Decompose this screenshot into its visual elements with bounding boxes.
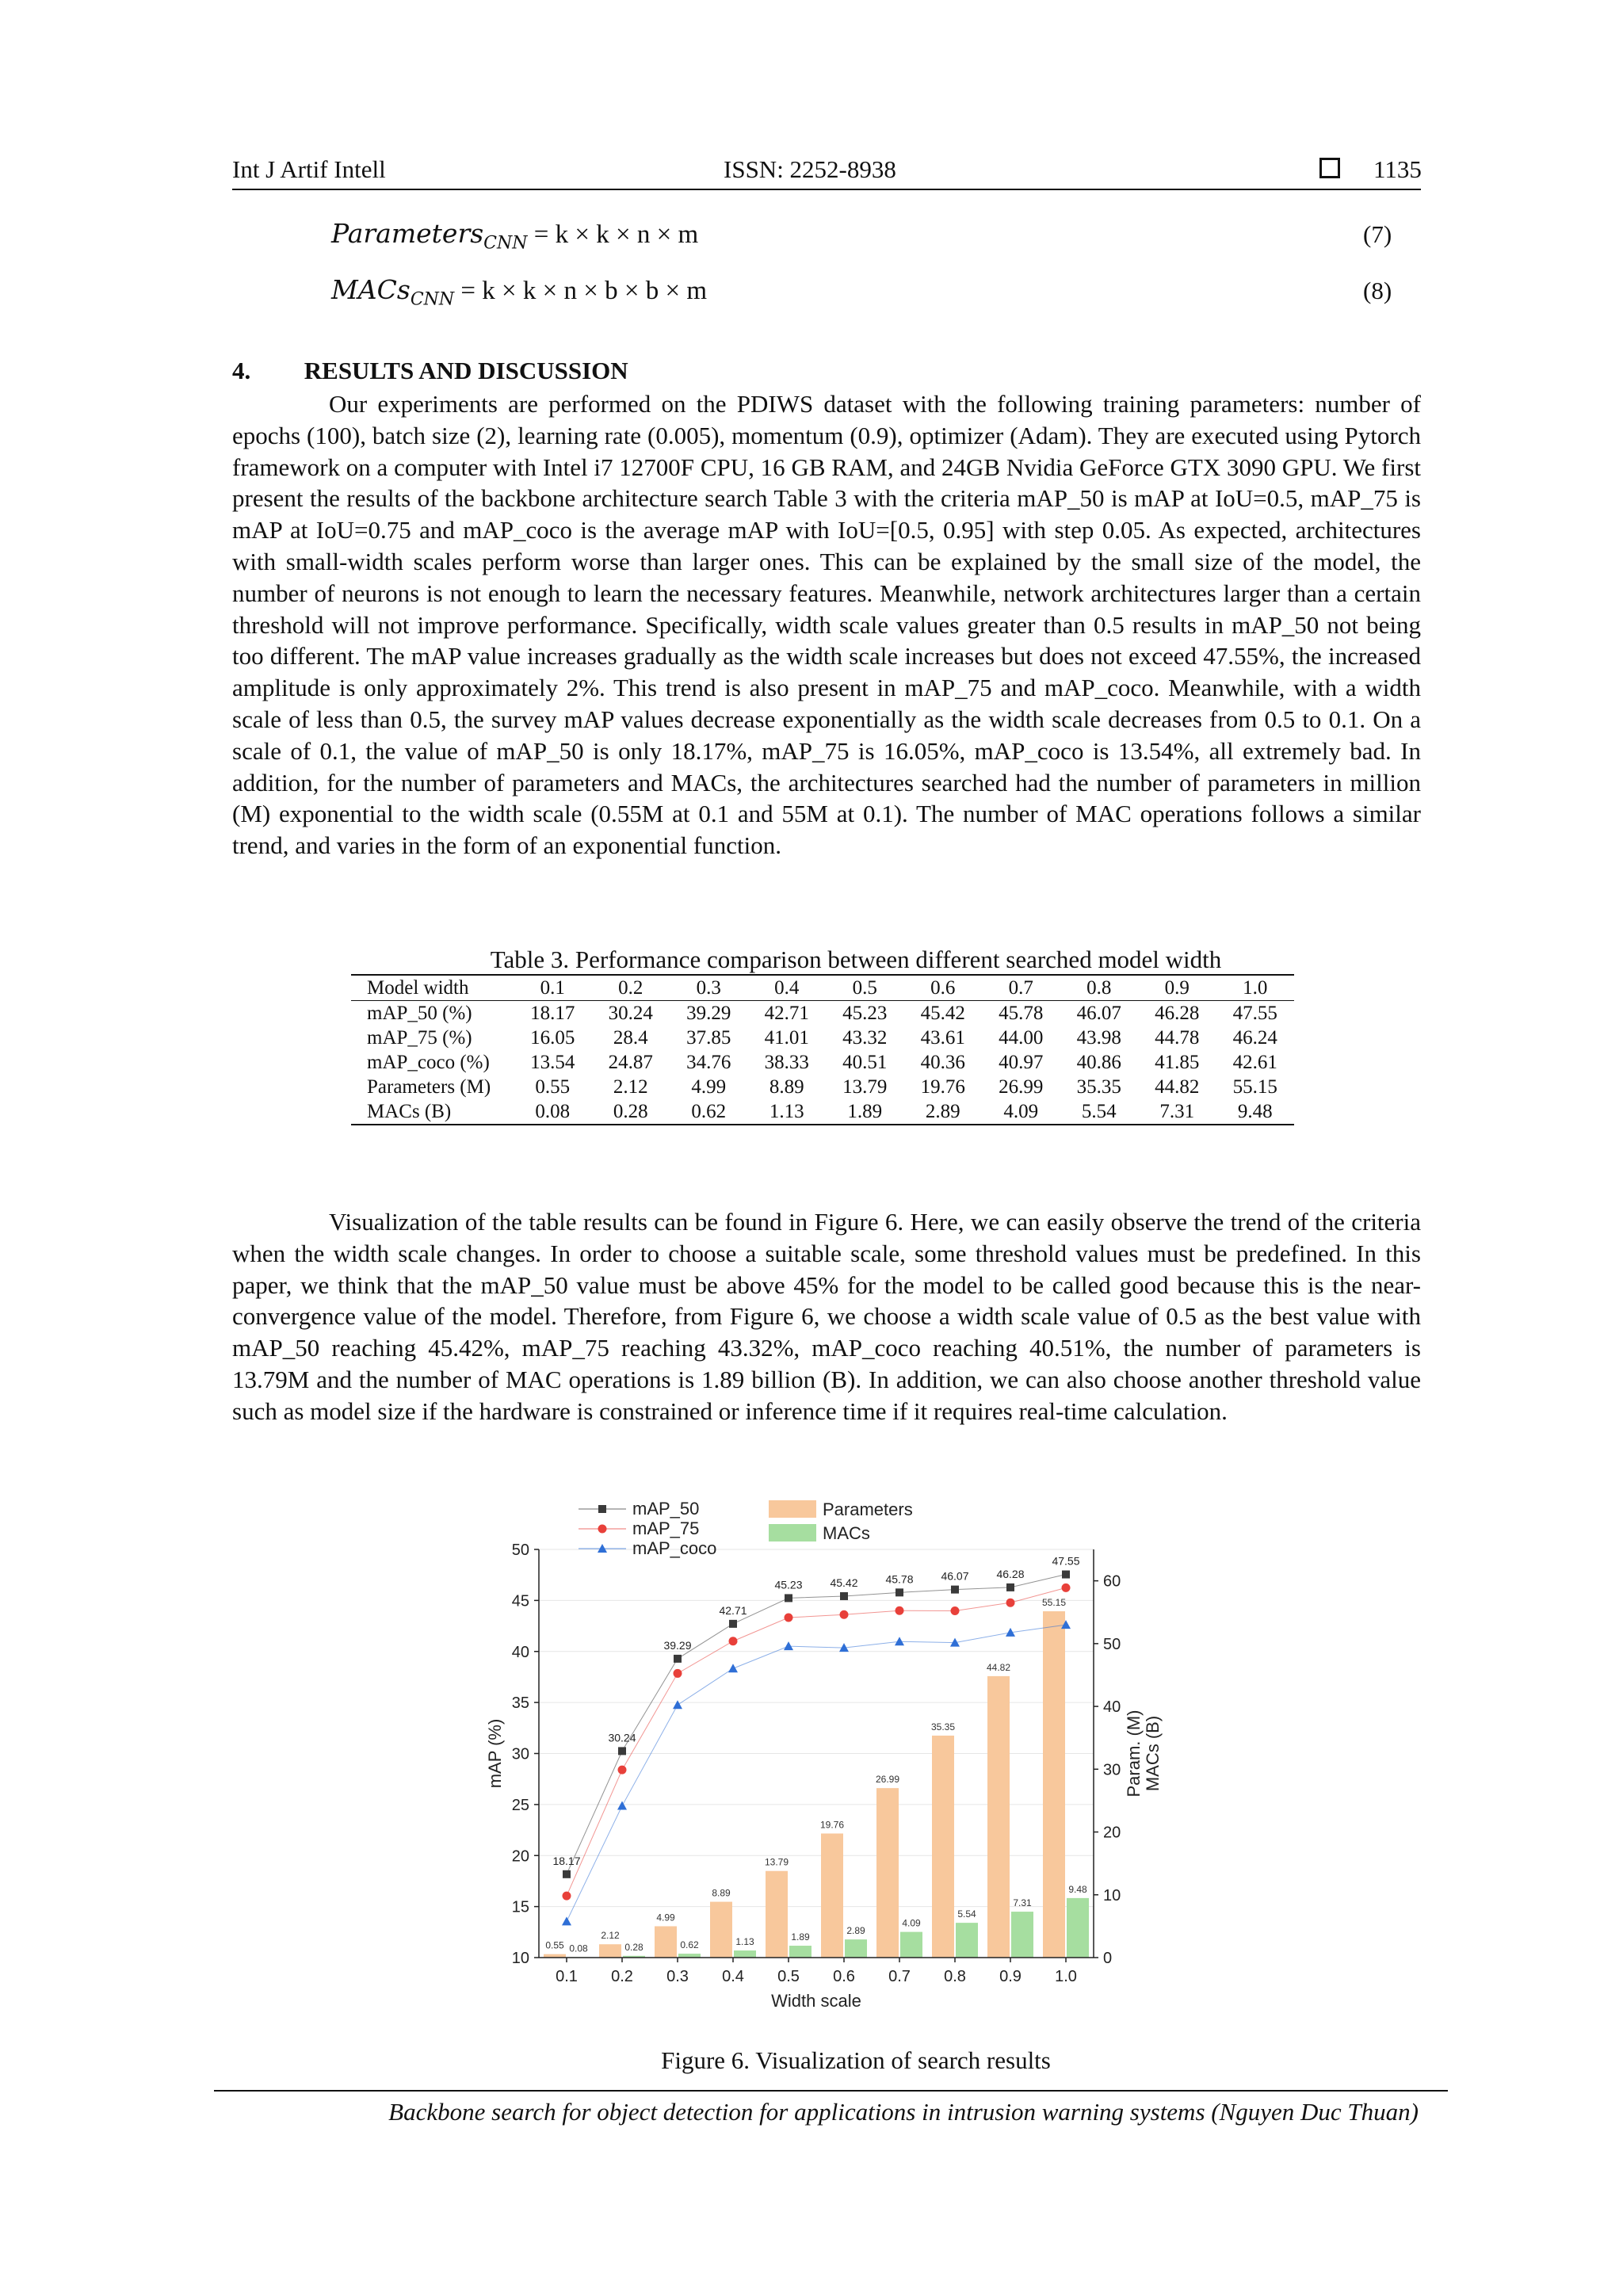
table-cell: 40.97 xyxy=(999,1051,1044,1073)
table-row-label: mAP_75 (%) xyxy=(367,1026,472,1049)
issn: ISSN: 2252-8938 xyxy=(724,155,896,183)
table-row xyxy=(351,1026,1294,1050)
table-header-cell: 0.6 xyxy=(904,975,983,1001)
left-axis-title: mAP (%) xyxy=(485,1718,505,1789)
legend-label: mAP_50 xyxy=(632,1499,700,1519)
macs-bar xyxy=(956,1923,978,1958)
table-cell: 26.99 xyxy=(999,1075,1044,1098)
marker-map_75 xyxy=(951,1606,960,1615)
marker-map_75 xyxy=(840,1610,849,1619)
marker-map_50 xyxy=(1062,1571,1070,1579)
marker-map_coco xyxy=(562,1916,571,1925)
table-cell: 38.33 xyxy=(764,1051,809,1073)
marker-map_75 xyxy=(785,1614,793,1622)
marker-map_50 xyxy=(951,1586,959,1594)
marker-map_75 xyxy=(1062,1584,1071,1592)
table-cell: 45.42 xyxy=(920,1002,965,1024)
macs-bar-label: 7.31 xyxy=(1013,1897,1032,1909)
table-cell: 43.32 xyxy=(842,1026,888,1049)
left-tick-label: 50 xyxy=(511,1541,529,1559)
data-label: 30.24 xyxy=(608,1731,636,1744)
table-cell: 47.55 xyxy=(1232,1002,1277,1024)
table-cell: 0.28 xyxy=(592,1099,670,1125)
table-cell: 2.12 xyxy=(613,1075,648,1098)
table-cell: 16.05 xyxy=(530,1026,575,1049)
right-axis-title-macs: MACs (B) xyxy=(1143,1715,1163,1792)
table-row-label: Parameters (M) xyxy=(367,1075,491,1098)
parameters-bar xyxy=(710,1902,732,1958)
running-footer: Backbone search for object detection for applications in intrusion warning systems (Nguyen Duc Thuan) xyxy=(388,2098,1419,2126)
equation-lhs: Parameters xyxy=(331,218,484,249)
marker-map_coco xyxy=(784,1641,793,1650)
table-cell: 46.28 xyxy=(1155,1002,1200,1024)
table-cell: 19.76 xyxy=(920,1075,965,1098)
parameters-bar-label: 26.99 xyxy=(875,1774,900,1786)
data-label: 47.55 xyxy=(1052,1554,1080,1568)
table-header-cell: 0.2 xyxy=(592,975,670,1001)
macs-bar-label: 9.48 xyxy=(1068,1883,1087,1895)
x-tick-label: 0.3 xyxy=(666,1968,689,1985)
table-cell: 44.78 xyxy=(1155,1026,1200,1049)
data-label: 45.78 xyxy=(885,1572,914,1586)
parameters-bar xyxy=(987,1676,1010,1958)
x-tick-label: 0.2 xyxy=(611,1968,633,1985)
left-tick-label: 35 xyxy=(511,1694,529,1713)
x-tick-label: 0.5 xyxy=(777,1968,800,1985)
table-cell: 55.15 xyxy=(1232,1075,1277,1098)
table-cell: 8.89 xyxy=(769,1075,804,1098)
table-caption: Table 3. Performance comparison between different searched model width xyxy=(490,946,1222,973)
table-header-cell: 0.1 xyxy=(514,975,592,1001)
parameters-bar-label: 2.12 xyxy=(601,1930,620,1942)
running-header xyxy=(232,155,1421,190)
paragraph-visualization: Visualization of the table results can be found in Figure 6. Here, we can easily observe the trend of the criteria when the width scale changes. In order to choose a suitable scale, some threshold values must be predefined. In this paper, we think that the mAP_50 value must be above 45% for the model to be called good because this is the near-convergence value of the model. Therefore, from Figure 6, we choose a width scale value of 0.5 as the best value with mAP_50 reaching 45.42%, mAP_75 reaching 43.32%, mAP_coco reaching 40.51%, the number of parameters is 13.79M and the number of MAC operations is 1.89 billion (B). In addition, we can also choose another threshold value such as model size if the hardware is constrained or inference time if it requires real-time calculation. xyxy=(232,1208,1421,1425)
data-label: 39.29 xyxy=(663,1638,692,1652)
left-tick-label: 30 xyxy=(511,1745,529,1763)
legend-label: MACs xyxy=(823,1523,870,1543)
macs-bar-label: 2.89 xyxy=(846,1925,865,1937)
marker-map_75 xyxy=(896,1606,904,1615)
section-number: 4. xyxy=(232,357,251,384)
macs-bar xyxy=(734,1950,756,1958)
macs-bar-label: 5.54 xyxy=(957,1908,976,1920)
table-cell: 46.07 xyxy=(1076,1002,1121,1024)
x-tick-label: 0.9 xyxy=(999,1968,1022,1985)
figure-6-chart xyxy=(475,1490,1181,2045)
marker-map_50 xyxy=(674,1655,682,1663)
table-cell: 0.55 xyxy=(535,1075,571,1098)
marker-map_50 xyxy=(563,1870,571,1878)
table-cell: 39.29 xyxy=(686,1002,731,1024)
data-label: 18.17 xyxy=(552,1854,581,1867)
table-row xyxy=(351,1099,1294,1125)
table-row-label: mAP_coco (%) xyxy=(367,1051,490,1073)
table-row xyxy=(351,1001,1294,1026)
section-title: RESULTS AND DISCUSSION xyxy=(304,357,628,384)
table-cell: 45.23 xyxy=(842,1002,888,1024)
parameters-bar-label: 44.82 xyxy=(986,1661,1011,1673)
left-tick-label: 40 xyxy=(511,1643,529,1661)
equation-8 xyxy=(331,274,707,310)
table-cell: 42.61 xyxy=(1232,1051,1277,1073)
table-cell: 43.98 xyxy=(1076,1026,1121,1049)
equation-rhs: = k × k × n × m xyxy=(533,220,699,249)
parameters-bar-label: 8.89 xyxy=(712,1887,731,1899)
marker-map_coco xyxy=(728,1664,738,1672)
table-cell: 9.48 xyxy=(1216,1099,1295,1125)
parameters-bar xyxy=(932,1736,954,1958)
x-tick-label: 1.0 xyxy=(1055,1968,1077,1985)
footer-divider xyxy=(214,2090,1448,2092)
table-row xyxy=(351,1050,1294,1075)
marker-map_50 xyxy=(729,1620,737,1628)
parameters-bar-label: 13.79 xyxy=(764,1856,789,1868)
macs-bar-label: 0.28 xyxy=(624,1941,643,1953)
marker-map_coco xyxy=(673,1700,682,1709)
parameters-bar xyxy=(655,1926,677,1958)
journal-name: Int J Artif Intell xyxy=(232,155,386,183)
parameters-bar xyxy=(766,1871,788,1958)
legend-marker xyxy=(598,1505,606,1513)
table-header-cell: 0.8 xyxy=(1060,975,1139,1001)
table-cell: 7.31 xyxy=(1138,1099,1216,1125)
table-cell: 13.54 xyxy=(530,1051,575,1073)
header-divider xyxy=(232,189,1421,190)
table-cell: 30.24 xyxy=(608,1002,653,1024)
table-cell: 13.79 xyxy=(842,1075,888,1098)
parameters-bar-label: 55.15 xyxy=(1041,1597,1067,1609)
table-cell: 40.86 xyxy=(1076,1051,1121,1073)
data-label: 42.71 xyxy=(719,1603,747,1617)
x-tick-label: 0.6 xyxy=(833,1968,855,1985)
macs-bar-label: 1.89 xyxy=(791,1931,810,1943)
parameters-bar-label: 35.35 xyxy=(930,1721,956,1733)
x-tick-label: 0.4 xyxy=(722,1968,744,1985)
equation-number: (7) xyxy=(1363,220,1392,248)
data-label: 45.42 xyxy=(830,1576,858,1589)
right-tick-label: 50 xyxy=(1103,1635,1121,1653)
table-cell: 40.36 xyxy=(920,1051,965,1073)
left-tick-label: 20 xyxy=(511,1847,529,1866)
right-tick-label: 0 xyxy=(1103,1950,1113,1967)
table-cell: 2.89 xyxy=(904,1099,983,1125)
table-cell: 42.71 xyxy=(764,1002,809,1024)
results-table xyxy=(351,974,1294,1125)
data-label: 46.28 xyxy=(996,1567,1025,1580)
right-tick-label: 40 xyxy=(1103,1698,1121,1717)
left-tick-label: 25 xyxy=(511,1796,529,1814)
marker-map_75 xyxy=(563,1892,571,1901)
macs-bar xyxy=(789,1946,812,1958)
marker-map_50 xyxy=(1006,1584,1014,1591)
table-cell: 44.82 xyxy=(1155,1075,1200,1098)
parameters-bar-label: 4.99 xyxy=(656,1912,675,1924)
marker-map_coco xyxy=(617,1801,627,1810)
right-axis-title-params: Param. (M) xyxy=(1124,1710,1144,1797)
macs-bar xyxy=(900,1932,922,1958)
legend-label: mAP_coco xyxy=(632,1538,717,1558)
equation-number: (8) xyxy=(1363,277,1392,304)
marker-map_50 xyxy=(618,1747,626,1755)
parameters-bar-label: 19.76 xyxy=(819,1819,845,1831)
legend-swatch xyxy=(769,1500,816,1518)
legend-swatch xyxy=(769,1524,816,1541)
x-axis-title: Width scale xyxy=(771,1991,861,2011)
table-cell: 34.76 xyxy=(686,1051,731,1073)
marker-map_75 xyxy=(729,1637,738,1645)
legend-label: Parameters xyxy=(823,1499,913,1519)
macs-bar-label: 0.62 xyxy=(680,1939,699,1951)
legend-marker xyxy=(598,1525,607,1534)
page-number: 1135 xyxy=(1373,155,1422,183)
left-tick-label: 15 xyxy=(511,1898,529,1916)
equation-subscript: CNN xyxy=(483,233,528,254)
parameters-bar-label: 0.55 xyxy=(545,1939,564,1951)
section-heading xyxy=(232,357,628,385)
right-tick-label: 60 xyxy=(1103,1572,1121,1591)
marker-map_75 xyxy=(1006,1599,1015,1607)
marker-map_50 xyxy=(785,1594,792,1602)
table-header-cell: 0.7 xyxy=(982,975,1060,1001)
table-cell: 37.85 xyxy=(686,1026,731,1049)
table-cell: 41.85 xyxy=(1155,1051,1200,1073)
table-cell: 24.87 xyxy=(608,1051,653,1073)
square-bullet-icon xyxy=(1319,158,1340,178)
table-cell: 44.00 xyxy=(999,1026,1044,1049)
table-header-row xyxy=(351,975,1294,1001)
table-cell: 41.01 xyxy=(764,1026,809,1049)
equation-7 xyxy=(331,218,698,254)
table-header-cell: 0.5 xyxy=(826,975,904,1001)
marker-map_50 xyxy=(896,1588,903,1596)
table-cell: 0.62 xyxy=(670,1099,748,1125)
table-cell: 40.51 xyxy=(842,1051,888,1073)
parameters-bar xyxy=(1043,1611,1065,1958)
equation-lhs: MACs xyxy=(331,274,411,305)
table-header-cell: 0.3 xyxy=(670,975,748,1001)
marker-map_75 xyxy=(618,1766,627,1775)
table-header-label: Model width xyxy=(351,975,514,1001)
table-cell: 18.17 xyxy=(530,1002,575,1024)
right-tick-label: 30 xyxy=(1103,1761,1121,1779)
data-label: 45.23 xyxy=(774,1578,803,1591)
legend-label: mAP_75 xyxy=(632,1519,700,1538)
data-label: 46.07 xyxy=(941,1569,969,1583)
table-cell: 43.61 xyxy=(920,1026,965,1049)
table-header-cell: 0.4 xyxy=(748,975,827,1001)
parameters-bar xyxy=(821,1833,843,1958)
macs-bar xyxy=(845,1939,867,1958)
marker-map_50 xyxy=(840,1592,848,1600)
table-cell: 35.35 xyxy=(1076,1075,1121,1098)
marker-map_75 xyxy=(674,1669,682,1678)
left-tick-label: 45 xyxy=(511,1592,529,1610)
table-cell: 4.09 xyxy=(982,1099,1060,1125)
table-header-cell: 1.0 xyxy=(1216,975,1295,1001)
table-row xyxy=(351,1075,1294,1099)
macs-bar-label: 1.13 xyxy=(735,1936,754,1948)
macs-bar-label: 4.09 xyxy=(902,1917,921,1929)
right-tick-label: 20 xyxy=(1103,1824,1121,1842)
figure-caption: Figure 6. Visualization of search results xyxy=(661,2046,1051,2074)
table-cell: 28.4 xyxy=(613,1026,648,1049)
table-row-label: MACs (B) xyxy=(351,1099,514,1125)
table-cell: 45.78 xyxy=(999,1002,1044,1024)
parameters-bar xyxy=(599,1944,621,1958)
parameters-bar xyxy=(876,1788,899,1958)
left-tick-label: 10 xyxy=(511,1950,529,1967)
paragraph-results: Our experiments are performed on the PDIWS dataset with the following training parameters: number of epochs (100), batch size (2), learning rate (0.005), momentum (0.9), optimizer (Adam). They are executed using Pytorch framework on a computer with Intel i7 12700F CPU, 16 GB RAM, and 24GB Nvidia GeForce GTX 3090 GPU. We first present the results of the backbone architecture search Table 3 with the criteria mAP_50 is mAP at IoU=0.5, mAP_75 is mAP at IoU=0.75 and mAP_coco is the average mAP with IoU=[0.5, 0.95] with step 0.05. As expected, architectures with small-width scales perform worse than larger ones. This can be explained by the small size of the model, the number of neurons is not enough to learn the necessary features. Meanwhile, network architectures larger than a certain threshold will not improve performance. Specifically, width scale values greater than 0.5 results in mAP_50 not being too different. The mAP value increases gradually as the width scale increases but does not exceed 47.55%, the increased amplitude is only approximately 2%. This trend is also present in mAP_75 and mAP_coco. Meanwhile, with a width scale of less than 0.5, the survey mAP values decrease exponentially as the width scale decreases from 0.5 to 0.1. On a scale of 0.1, the value of mAP_50 is only 18.17%, mAP_75 is 16.05%, mAP_coco is 13.54%, all extremely bad. In addition, for the number of parameters and MACs, the architectures searched had the number of parameters in million (M) exponential to the width scale (0.55M at 0.1 and 55M at 0.1). The number of MAC operations follows a similar trend, and varies in the form of an exponential function. xyxy=(232,390,1421,860)
x-tick-label: 0.8 xyxy=(944,1968,966,1985)
table-cell: 0.08 xyxy=(514,1099,592,1125)
x-tick-label: 0.1 xyxy=(556,1968,578,1985)
table-cell: 5.54 xyxy=(1060,1099,1139,1125)
table-cell: 46.24 xyxy=(1232,1026,1277,1049)
table-cell: 4.99 xyxy=(691,1075,727,1098)
table-header-cell: 0.9 xyxy=(1138,975,1216,1001)
table-cell: 1.13 xyxy=(748,1099,827,1125)
macs-bar-label: 0.08 xyxy=(569,1943,588,1954)
right-tick-label: 10 xyxy=(1103,1886,1121,1904)
equation-subscript: CNN xyxy=(410,289,455,310)
table-row-label: mAP_50 (%) xyxy=(367,1002,472,1024)
equation-rhs: = k × k × n × b × b × m xyxy=(460,277,707,305)
macs-bar xyxy=(1067,1898,1089,1958)
macs-bar xyxy=(1011,1912,1033,1958)
marker-map_coco xyxy=(895,1637,904,1645)
table-cell: 1.89 xyxy=(826,1099,904,1125)
x-tick-label: 0.7 xyxy=(888,1968,911,1985)
